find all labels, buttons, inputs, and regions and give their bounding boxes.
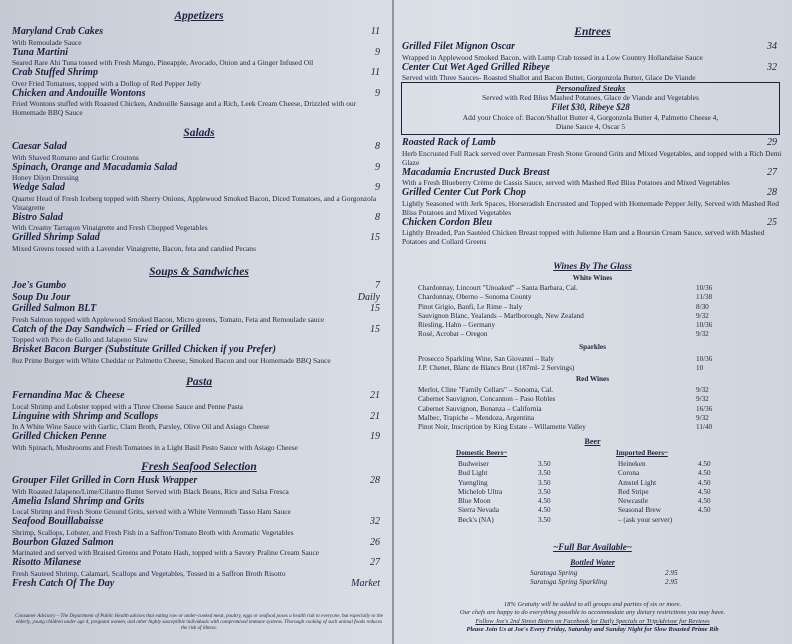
price-row-name: – (ask your server) — [618, 515, 673, 524]
menu-item-name: Joe's Gumbo — [12, 280, 67, 291]
price-row-price: 3.50 — [538, 460, 551, 468]
menu-item — [12, 516, 386, 537]
price-row-name: Merlot, Cline "Family Cellars" – Sonoma, Cal. — [418, 386, 554, 394]
menu-item-name: Grilled Chicken Penne — [12, 431, 107, 442]
menu-item-price: 9 — [375, 87, 380, 99]
menu-item-name: Grilled Center Cut Pork Chop — [402, 187, 526, 198]
price-row — [618, 479, 728, 488]
menu-item — [12, 182, 386, 212]
sparkles-heading: Sparkles — [579, 343, 606, 351]
menu-item-name: Fernandina Mac & Cheese — [12, 390, 125, 401]
salads-list — [12, 141, 386, 253]
price-row-price: 3.50 — [538, 469, 551, 478]
price-row-name: Heineken — [618, 460, 646, 468]
price-row-name: Michelob Ultra — [458, 487, 503, 496]
price-row-price: 11/38 — [696, 293, 713, 302]
entrees-list-2 — [402, 137, 783, 246]
menu-item-description: Served with Three Sauces- Roasted Shallot and Bacon Butter, Gorgonzola Butter, Glace De Viande — [402, 73, 696, 82]
menu-item — [12, 390, 386, 411]
menu-item — [12, 141, 386, 162]
price-row-price: 3.50 — [538, 487, 551, 496]
price-row-name: Beck's (NA) — [458, 515, 494, 524]
column-divider — [392, 0, 394, 644]
menu-item-description: 8oz Prime Burger with White Cheddar or Palmetto Cheese, Smoked Bacon and our Homemade BBQ Sauce — [12, 355, 331, 365]
menu-item-price: 21 — [370, 390, 380, 401]
menu-item-description: Fresh Sauteed Shrimp, Calamari, Scallops and Vegetables, Tossed in a Saffron Broth Risotto — [12, 568, 286, 578]
menu-item-name: Bistro Salad — [12, 211, 63, 223]
menu-item-name: Grilled Filet Mignon Oscar — [402, 41, 516, 52]
menu-item-description: Mixed Greens tossed with a Lavender Vinaigrette, Bacon, feta and candied Pecans — [12, 243, 256, 253]
menu-item-name: Fresh Catch Of The Day — [12, 577, 115, 589]
menu-item-name: Catch of the Day Sandwich – Fried or Grilled — [12, 323, 201, 335]
menu-item — [12, 431, 386, 452]
price-row-price: 10 — [696, 364, 704, 373]
full-bar-heading: ~Full Bar Available~ — [553, 542, 632, 552]
steaks-prices: Filet $30, Ribeye $28 — [551, 102, 630, 112]
price-row-price: 9/32 — [696, 395, 709, 404]
domestic-list — [458, 460, 568, 525]
menu-item-price: 11 — [370, 67, 380, 78]
menu-item-name: Grilled Shrimp Salad — [12, 232, 100, 243]
menu-item-price: 15 — [370, 232, 380, 243]
menu-item-description: Herb Encrusted Full Rack served over Parmesan Fresh Stone Ground Grits and Mixed Vegetables, and topped with a Rich Demi Glaze — [402, 148, 782, 167]
menu-item-name: Linguine with Shrimp and Scallops — [12, 410, 159, 422]
price-row — [418, 330, 718, 339]
menu-item — [12, 557, 386, 578]
price-row-name: Seasonal Brew — [618, 506, 661, 515]
price-row — [418, 355, 718, 364]
price-row-price: 9/32 — [696, 311, 709, 320]
price-row-price: 4.50 — [698, 469, 711, 478]
pasta-list — [12, 390, 386, 452]
menu-item-description: Wrapped in Applewood Smoked Bacon, with Lump Crab tossed in a Low Country Hollandaise Sauce — [402, 52, 703, 62]
menu-item-name: Brisket Bacon Burger (Substitute Grilled Chicken if you Prefer) — [12, 344, 276, 355]
appetizers-list — [12, 26, 386, 117]
menu-item-name: Wedge Salad — [12, 182, 65, 193]
price-row — [418, 414, 718, 423]
menu-item-price: 32 — [370, 516, 380, 527]
price-row-name: Saratoga Spring — [530, 569, 578, 577]
salads-heading: Salads — [183, 127, 215, 139]
red-wines-heading: Red Wines — [575, 375, 610, 383]
menu-item-price: 9 — [375, 182, 380, 193]
menu-item-name: Crab Stuffed Shrimp — [12, 67, 98, 78]
wines-heading: Wines By The Glass — [553, 262, 632, 272]
menu-item — [12, 292, 386, 304]
entrees-heading: Entrees — [574, 26, 611, 38]
social-note: Follow Joe's 2nd Street Bistro on Facebook for Daily Specials or TripAdvisor for Reviews — [475, 617, 710, 625]
menu-item-name: Chicken Cordon Bleu — [402, 216, 493, 228]
price-row — [618, 488, 728, 497]
menu-item-name: Grilled Salmon BLT — [12, 303, 97, 314]
menu-item-name: Macadamia Encrusted Duck Breast — [402, 166, 550, 178]
menu-item-name: Spinach, Orange and Macadamia Salad — [12, 161, 178, 173]
menu-item-name: Roasted Rack of Lamb — [402, 137, 496, 148]
price-row-name: J.P. Chenet, Blanc de Blancs Brut (187ml- 2 Servings) — [418, 364, 575, 373]
menu-item-description: Fried Wontons stuffed with Roasted Chicken, Andouille Sausage and a Rich, Leek Cream Cheese, Drizzled with our Homemade BBQ Sauce — [12, 99, 357, 117]
water-list — [530, 569, 690, 588]
menu-item-name: Bourbon Glazed Salmon — [12, 536, 114, 548]
price-row — [618, 460, 728, 469]
menu-item-price: 8 — [375, 211, 380, 223]
price-row — [530, 569, 690, 578]
beer-heading: Beer — [584, 437, 601, 446]
price-row-price: 3.50 — [538, 478, 551, 487]
price-row-price: 3.50 — [538, 515, 551, 524]
menu-item — [12, 26, 386, 47]
price-row-name: Yuengling — [458, 478, 488, 487]
price-row-name: Rosé, Acrobat – Oregon — [418, 330, 488, 339]
menu-item — [12, 280, 386, 292]
price-row-name: Amstel Light — [618, 478, 657, 487]
menu-item-name: Tuna Martini — [12, 46, 69, 58]
menu-item-description: Fresh Salmon topped with Applewood Smoked Bacon, Micro greens, Tomato, Feta and Remoulade sauce — [12, 314, 325, 324]
price-row-name: Blue Moon — [458, 497, 491, 506]
menu-item-price: 15 — [370, 323, 380, 335]
price-row-price: 4.50 — [698, 497, 711, 506]
menu-item — [402, 137, 783, 167]
seafood-list — [12, 475, 386, 589]
price-row-price: 10/36 — [696, 355, 713, 363]
menu-item-description: Local Shrimp and Lobster topped with a Three Cheese Sauce and Penne Pasta — [12, 401, 243, 411]
menu-item-description: Over Fried Tomatoes, topped with a Dollop of Red Pepper Jelly — [12, 78, 201, 88]
price-row-price: 10/36 — [696, 321, 713, 330]
menu-item-price: 25 — [767, 216, 777, 228]
imported-list — [618, 460, 728, 525]
price-row-price: 9/32 — [696, 413, 709, 422]
price-row-price: 4.50 — [698, 478, 711, 487]
menu-item-price: 34 — [767, 41, 777, 52]
menu-item-description: Shrimp, Scallops, Lobster, and Fresh Fish in a Saffron/Tomato Broth with Aromatic Vegetables — [12, 527, 294, 537]
price-row — [458, 460, 568, 469]
domestic-heading: Domestic Beers~ — [456, 449, 508, 457]
price-row — [530, 578, 690, 587]
price-row-price: 2.95 — [665, 569, 678, 577]
entrees-list — [402, 41, 783, 82]
menu-item-name: Grouper Filet Grilled in Corn Husk Wrapper — [12, 475, 198, 486]
menu-item-description: With Shaved Romano and Garlic Croutons — [12, 152, 139, 162]
price-row — [418, 293, 718, 302]
price-row-name: Pinot Grigio, Banfi, Le Rime – Italy — [418, 302, 523, 311]
sparkles-list — [418, 355, 718, 374]
menu-item-name: Center Cut Wet Aged Grilled Ribeye — [402, 61, 550, 73]
price-row-name: Malbec, Trapiche – Mendoza, Argentina — [418, 413, 535, 422]
menu-item-price: 29 — [767, 137, 777, 148]
menu-item — [12, 344, 386, 365]
menu-item — [12, 47, 386, 68]
price-row-price: 4.50 — [538, 497, 551, 506]
price-row — [418, 284, 718, 293]
price-row — [618, 506, 728, 515]
consumer-advisory: Consumer Advisory – The Department of Public Health advises that eating raw or under-cooked meat, poultry, eggs or seafood poses a health risk to everyone, but especially to the elderly, young children under age 4, pregnant women, and other highly susceptible individuals with compromised immune systems. Thorough cooking of such animal foods reduces the risk of illness. — [15, 613, 383, 631]
menu-item-price: 8 — [375, 141, 380, 152]
menu-item-price: Market — [351, 577, 380, 589]
price-row-name: Newcastle — [618, 497, 648, 506]
price-row-name: Cabernet Sauvignon, Concannon – Paso Robles — [418, 395, 556, 404]
price-row-price: 11/40 — [696, 423, 713, 432]
menu-item-price: 15 — [370, 303, 380, 314]
steaks-line4: Diane Sauce 4, Oscar 5 — [555, 122, 626, 131]
bottled-water-heading: Bottled Water — [570, 558, 615, 567]
price-row-price: 2.95 — [665, 578, 678, 587]
menu-item — [12, 88, 386, 118]
steaks-line3: Add your Choice of: Bacon/Shallot Butter 4, Gorgonzola Butter 4, Palmetto Cheese 4, — [462, 113, 719, 122]
menu-item-price: 32 — [767, 61, 777, 73]
price-row — [618, 469, 728, 478]
menu-item-price: 9 — [375, 46, 380, 58]
price-row-name: Saratoga Spring Sparkling — [530, 578, 608, 587]
price-row-name: Pinot Noir, Inscription by King Estate – Willamette Valley — [418, 423, 586, 432]
menu-item — [12, 475, 386, 496]
menu-item-name: Maryland Crab Cakes — [12, 26, 104, 37]
menu-item — [12, 496, 386, 517]
menu-item-description: With Roasted Jalapeno/Lime/Cilantro Butter Served with Black Beans, Rice and Salsa Fresca — [12, 486, 289, 496]
price-row-name: Prosecco Sparkling Wine, San Giovanni – Italy — [418, 355, 554, 363]
menu-item-name: Chicken and Andouille Wontons — [12, 87, 146, 99]
price-row-name: Cabernet Sauvignon, Bonanza – California — [418, 404, 542, 413]
gratuity-note: 18% Gratuity will be added to all groups and parties of six or more. — [503, 601, 682, 608]
price-row-name: Sierra Nevada — [458, 506, 499, 515]
menu-item — [12, 212, 386, 233]
white-wines-heading: White Wines — [572, 274, 613, 282]
menu-item-description: Quarter Head of Fresh Iceberg topped with Sherry Onions, Applewood Smoked Bacon, Diced Tomatoes, and a Gorgonzola Vinaigrette — [12, 193, 377, 212]
price-row — [418, 405, 718, 414]
price-row-price: 4.50 — [698, 460, 711, 468]
menu-item-price: 28 — [767, 187, 777, 198]
menu-item — [12, 537, 386, 558]
menu-item-description: With Creamy Tarragon Vinaigrette and Fresh Chopped Vegetables — [12, 223, 208, 232]
menu-item — [12, 411, 386, 432]
price-row-name: Red Stripe — [618, 487, 649, 496]
price-row — [418, 364, 718, 373]
menu-item — [12, 67, 386, 88]
menu-item — [402, 187, 783, 217]
menu-item-description: Local Shrimp and Fresh Stone Ground Grits, served with a White Vermouth Tasso Ham Sauce — [12, 507, 291, 516]
menu-item-price: 9 — [375, 161, 380, 173]
price-row — [618, 516, 728, 525]
white-wines-list — [418, 284, 718, 340]
menu-item-price: Daily — [357, 291, 380, 303]
menu-item-description: With a Fresh Blueberry Crème de Cassis Sauce, served with Mashed Red Bliss Potatoes and Mixed Vegetables — [402, 178, 730, 187]
steaks-line1: Served with Red Bliss Mashed Potatoes, Glace de Viande and Vegetables — [482, 93, 699, 102]
prime-rib-note: Please Join Us at Joe's Every Friday, Saturday and Sunday Night for Slow Roasted Prime Rib — [466, 626, 719, 634]
price-row-price: 9/32 — [696, 330, 709, 339]
dietary-note: Our chefs are happy to do everything possible to accommodate any dietary restrictions you may have. — [459, 609, 726, 617]
menu-item-description: In A White Wine Sauce with Garlic, Clam Broth, Parsley, Olive Oil and Asiago Cheese — [12, 422, 270, 431]
menu-item-name: Amelia Island Shrimp and Grits — [12, 495, 145, 507]
price-row — [458, 516, 568, 525]
price-row-name: Chardonnay, Oberno – Sonoma County — [418, 293, 532, 302]
appetizers-heading: Appetizers — [174, 10, 224, 22]
menu-item-price: 26 — [370, 536, 380, 548]
red-wines-list — [418, 386, 718, 432]
menu-item-name: Caesar Salad — [12, 141, 67, 152]
price-row-price: 4.50 — [698, 506, 711, 515]
menu-item — [402, 167, 783, 188]
menu-item-price: 21 — [370, 410, 380, 422]
menu-item-description: Seared Rare Ahi Tuna tossed with Fresh Mango, Pineapple, Avocado, Onion and a Ginger Infused Oil — [12, 58, 314, 67]
menu-item — [402, 217, 783, 247]
price-row — [458, 506, 568, 515]
price-row-price: 10/36 — [696, 284, 713, 292]
personalized-steaks-box — [401, 82, 780, 135]
menu-item-price: 7 — [375, 280, 380, 291]
menu-item-price: 27 — [767, 166, 777, 178]
footer — [400, 601, 785, 635]
price-row — [458, 497, 568, 506]
price-row-price: 4.50 — [538, 506, 551, 515]
price-row-price: 8/30 — [696, 302, 709, 311]
price-row-name: Corona — [618, 469, 640, 478]
menu-item-name: Seafood Bouillabaisse — [12, 516, 104, 527]
menu-item-price: 27 — [370, 557, 380, 568]
price-row — [458, 469, 568, 478]
menu-item-description: With Remoulade Sauce — [12, 37, 82, 47]
menu-item-description: With Spinach, Mushrooms and Fresh Tomatoes in a Light Basil Pesto Sauce with Asiago Cheese — [12, 442, 298, 452]
seafood-heading: Fresh Seafood Selection — [141, 461, 257, 473]
price-row — [418, 321, 718, 330]
menu-item-description: Honey Dijon Dressing — [12, 173, 79, 182]
price-row — [458, 488, 568, 497]
menu-item-description: Lightly Seasoned with Jerk Spaces, Horseradish Encrusted and Topped with Homemade Pepper Jelly, Served with Mashed Red Bliss Potatoes and Mixed Vegetables — [402, 198, 779, 217]
price-row — [418, 395, 718, 404]
menu-item-name: Soup Du Jour — [12, 291, 71, 303]
price-row — [458, 479, 568, 488]
menu-item — [12, 232, 386, 253]
price-row — [618, 497, 728, 506]
price-row-price: 16/36 — [696, 404, 713, 413]
price-row — [418, 386, 718, 395]
price-row-name: Chardonnay, Lincourt "Unoaked" – Santa Barbara, Cal. — [418, 284, 578, 292]
menu-item-name: Risotto Milanese — [12, 557, 82, 568]
price-row-name: Bud Light — [458, 469, 488, 478]
menu-item — [402, 41, 783, 62]
price-row-price: 4.50 — [698, 487, 711, 496]
menu-item-price: 11 — [370, 26, 380, 37]
menu-item — [402, 62, 783, 83]
price-row — [418, 303, 718, 312]
menu-item — [12, 324, 386, 345]
price-row-name: Riesling, Hahn – Germany — [418, 321, 496, 330]
price-row-name: Sauvignon Blanc, Yealands – Marlborough, New Zealand — [418, 311, 584, 320]
pasta-heading: Pasta — [185, 376, 213, 388]
price-row-name: Budweiser — [458, 460, 489, 468]
menu-item-price: 28 — [370, 475, 380, 486]
price-row — [418, 312, 718, 321]
menu-item — [12, 162, 386, 183]
imported-heading: Imported Beers~ — [616, 449, 668, 457]
steaks-title: Personalized Steaks — [555, 83, 626, 93]
price-row — [418, 423, 718, 432]
menu-item-price: 19 — [370, 431, 380, 442]
soups-list — [12, 280, 386, 365]
price-row-price: 9/32 — [696, 386, 709, 394]
menu-item-description: Marinated and served with Braised Greens and Potato Hash, topped with a Savory Praline Cream Sauce — [12, 548, 320, 557]
menu-item-description: Topped with Pico de Gallo and Jalapeno Slaw — [12, 335, 148, 344]
menu-item — [12, 578, 386, 590]
soups-heading: Soups & Sandwiches — [149, 266, 249, 278]
menu-item — [12, 303, 386, 324]
menu-item-description: Lightly Breaded, Pan Sautéed Chicken Breast topped with Julienne Ham and a Boursin Cream Sauce, served with Mashed Potatoes and Collard Greens — [402, 228, 765, 246]
